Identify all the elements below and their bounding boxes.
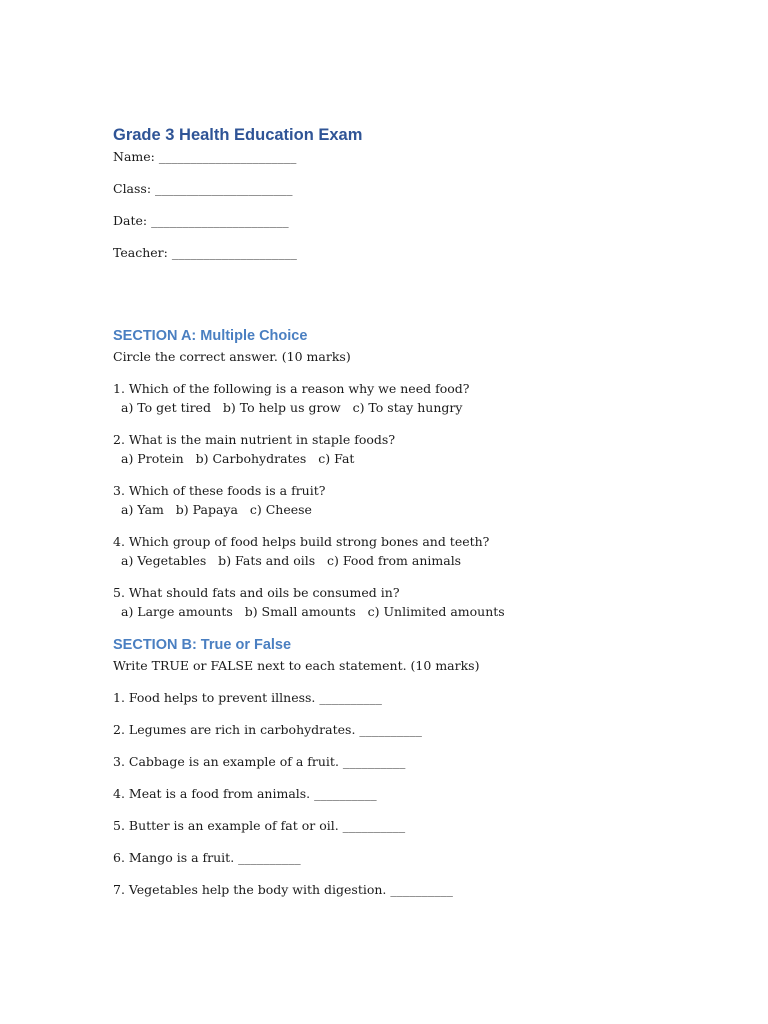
true-false-statement: 4. Meat is a food from animals. __________ [113,786,377,801]
question-item [113,430,713,468]
section-b-instruction: Write TRUE or FALSE next to each statement. (10 marks) [113,658,480,673]
question-text: 3. Which of these foods is a fruit? [113,483,326,498]
question-item [113,481,713,519]
question-item [113,583,713,621]
true-false-statement: 5. Butter is an example of fat or oil. __________ [113,818,406,833]
question-text: 5. What should fats and oils be consumed in? [113,585,400,600]
answer-options: a) To get tired b) To help us grow c) To stay hungry [121,400,463,415]
teacher-field: Teacher: ____________________ [113,245,297,260]
question-item [113,379,713,417]
true-false-statement: 7. Vegetables help the body with digestion. __________ [113,882,453,897]
question-item [113,532,713,570]
exam-title: Grade 3 Health Education Exam [113,126,363,144]
question-text: 1. Which of the following is a reason why we need food? [113,381,470,396]
answer-options: a) Vegetables b) Fats and oils c) Food from animals [121,553,462,568]
section-b-heading: SECTION B: True or False [113,637,292,653]
answer-options: a) Yam b) Papaya c) Cheese [121,502,312,517]
true-false-statement: 3. Cabbage is an example of a fruit. __________ [113,754,406,769]
date-field: Date: ______________________ [113,213,289,228]
true-false-statement: 2. Legumes are rich in carbohydrates. __________ [113,722,422,737]
answer-options: a) Protein b) Carbohydrates c) Fat [121,451,355,466]
name-field: Name: ______________________ [113,149,297,164]
section-a-heading: SECTION A: Multiple Choice [113,328,308,344]
class-field: Class: ______________________ [113,181,293,196]
question-text: 4. Which group of food helps build strong bones and teeth? [113,534,490,549]
answer-options: a) Large amounts b) Small amounts c) Unlimited amounts [121,604,505,619]
section-a-instruction: Circle the correct answer. (10 marks) [113,349,351,364]
true-false-statement: 6. Mango is a fruit. __________ [113,850,301,865]
true-false-statement: 1. Food helps to prevent illness. __________ [113,690,382,705]
question-text: 2. What is the main nutrient in staple foods? [113,432,396,447]
exam-page [113,124,713,899]
